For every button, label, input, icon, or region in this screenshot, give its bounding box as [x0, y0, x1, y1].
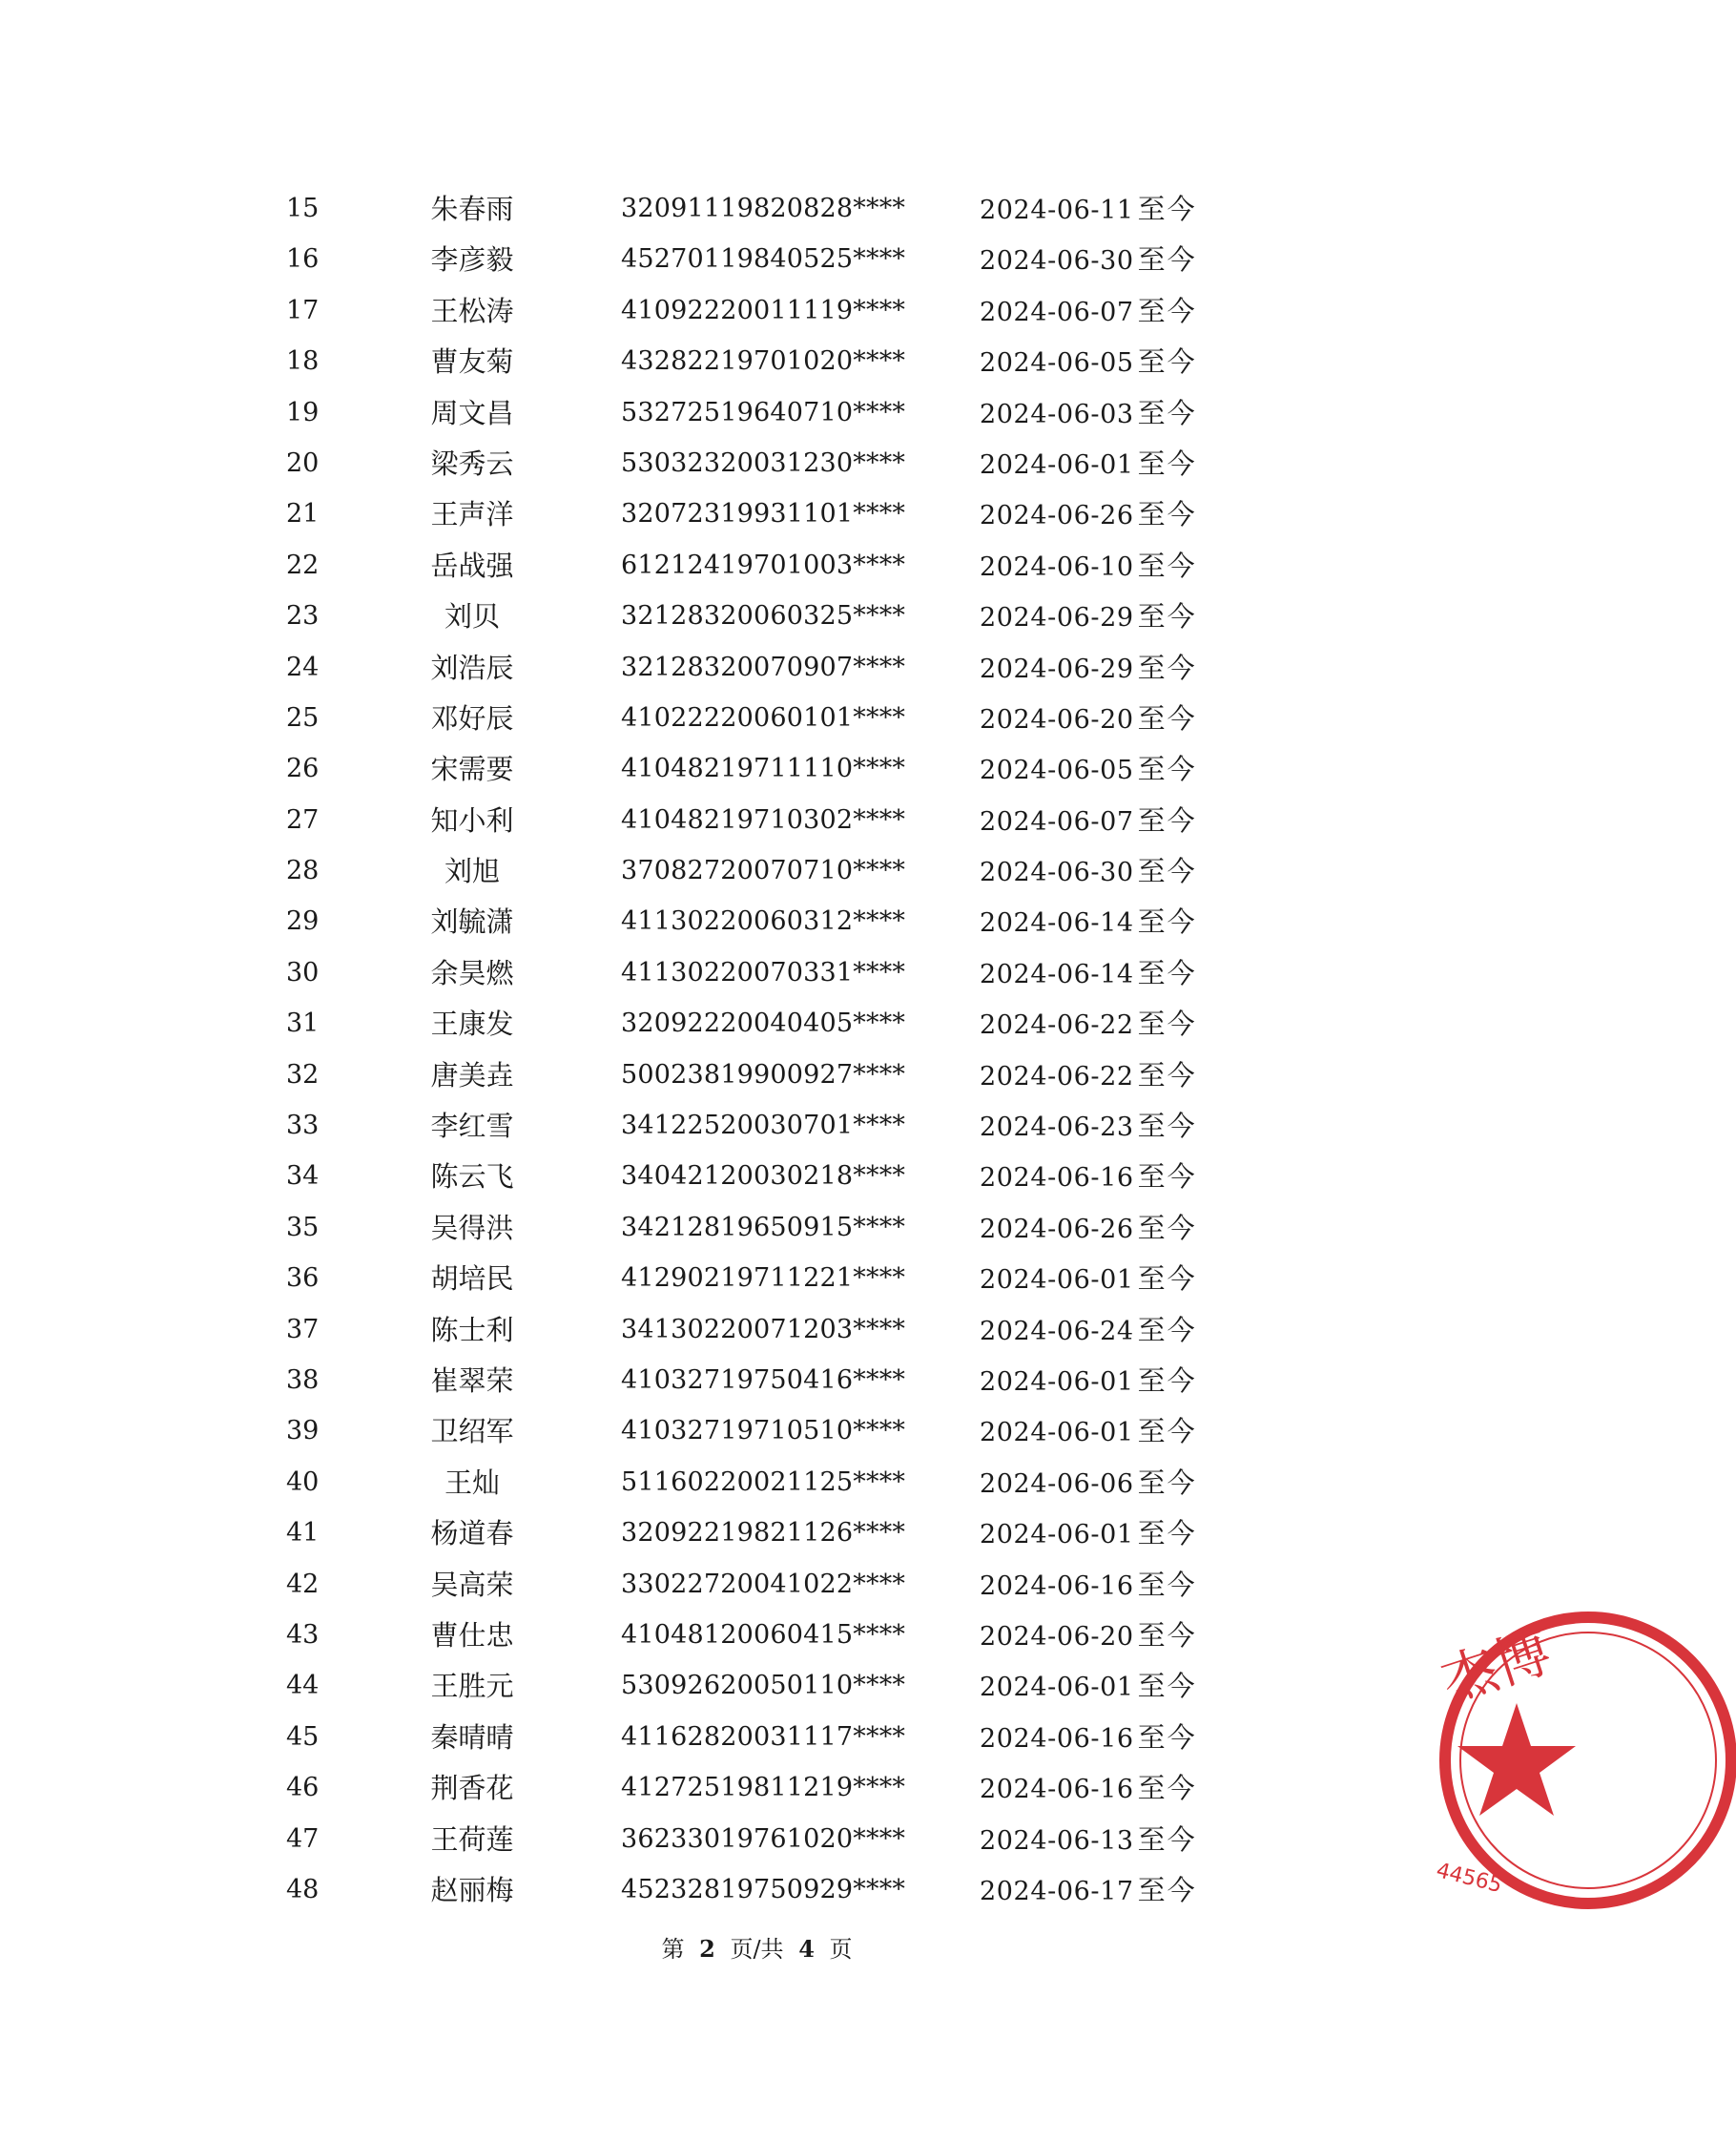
- start-date: 2024-06-29: [980, 603, 1134, 634]
- period-suffix: 至今: [1137, 447, 1197, 480]
- row-number: 20: [286, 447, 320, 478]
- start-date: 2024-06-14: [980, 959, 1134, 989]
- row-number: 42: [286, 1569, 320, 1599]
- employment-period: [980, 749, 1197, 791]
- person-name: 王灿: [444, 1466, 500, 1499]
- employment-period: [980, 1004, 1197, 1046]
- table-row: [0, 1820, 1514, 1870]
- period-suffix: 至今: [1137, 193, 1197, 225]
- table-row: [0, 342, 1514, 392]
- row-number: 47: [286, 1823, 320, 1854]
- start-date: 2024-06-07: [980, 806, 1134, 837]
- start-date: 2024-06-13: [980, 1825, 1134, 1856]
- period-suffix: 至今: [1137, 1670, 1197, 1703]
- id-number: 50023819900927****: [621, 1059, 906, 1090]
- person-name: 王松涛: [430, 294, 514, 327]
- employment-period: [980, 801, 1197, 842]
- row-number: 41: [286, 1518, 320, 1549]
- start-date: 2024-06-30: [980, 246, 1134, 277]
- start-date: 2024-06-26: [980, 501, 1134, 531]
- seal-star-icon: [1457, 1703, 1576, 1816]
- table-row: [0, 596, 1514, 647]
- red-seal-stamp: [1421, 1579, 1736, 1942]
- id-number: 41272519811219****: [621, 1773, 906, 1803]
- employment-period: [980, 1258, 1197, 1300]
- row-number: 29: [286, 906, 320, 937]
- table-row: [0, 749, 1514, 800]
- row-number: 36: [286, 1263, 320, 1294]
- seal-number: 44565: [1434, 1859, 1505, 1899]
- table-row: [0, 1666, 1514, 1716]
- start-date: 2024-06-10: [980, 551, 1134, 582]
- person-name: 宋需要: [430, 753, 514, 786]
- period-suffix: 至今: [1137, 498, 1197, 531]
- row-number: 31: [286, 1009, 320, 1039]
- employment-period: [980, 648, 1197, 690]
- start-date: 2024-06-05: [980, 348, 1134, 379]
- person-name: 曹仕忠: [430, 1618, 514, 1652]
- start-date: 2024-06-03: [980, 399, 1134, 429]
- person-name: 王胜元: [430, 1670, 514, 1703]
- person-name: 荆香花: [430, 1772, 514, 1805]
- person-name: 赵丽梅: [430, 1873, 514, 1906]
- employment-period: [980, 546, 1197, 588]
- id-number: 34042120030218****: [621, 1161, 906, 1192]
- start-date: 2024-06-26: [980, 1214, 1134, 1244]
- period-suffix: 至今: [1137, 803, 1197, 837]
- id-number: 51160220021125****: [621, 1466, 906, 1497]
- id-number: 32092219821126****: [621, 1518, 906, 1549]
- row-number: 43: [286, 1619, 320, 1650]
- start-date: 2024-06-22: [980, 1010, 1134, 1041]
- start-date: 2024-06-23: [980, 1113, 1134, 1143]
- person-name: 秦晴晴: [430, 1720, 514, 1754]
- employment-period: [980, 1565, 1197, 1607]
- id-number: 32092220040405****: [621, 1009, 906, 1039]
- id-number: 36233019761020****: [621, 1823, 906, 1854]
- id-number: 34130220071203****: [621, 1314, 906, 1344]
- table-row: [0, 1208, 1514, 1258]
- total-pages-number: 4: [798, 1935, 815, 1963]
- row-number: 25: [286, 702, 320, 733]
- table-row: [0, 801, 1514, 851]
- person-name: 胡培民: [430, 1262, 514, 1296]
- table-row: [0, 1106, 1514, 1156]
- start-date: 2024-06-05: [980, 756, 1134, 786]
- period-suffix: 至今: [1137, 905, 1197, 939]
- row-number: 27: [286, 804, 320, 835]
- period-suffix: 至今: [1137, 1517, 1197, 1550]
- person-name: 王康发: [430, 1008, 514, 1041]
- period-suffix: 至今: [1137, 651, 1197, 684]
- employment-period: [980, 1717, 1197, 1759]
- table-row: [0, 698, 1514, 749]
- id-number: 53272519640710****: [621, 397, 906, 427]
- employment-period: [980, 444, 1197, 486]
- start-date: 2024-06-20: [980, 1621, 1134, 1652]
- start-date: 2024-06-01: [980, 1265, 1134, 1296]
- table-row: [0, 902, 1514, 952]
- table-row: [0, 1004, 1514, 1054]
- employment-period: [980, 1513, 1197, 1555]
- period-suffix: 至今: [1137, 753, 1197, 786]
- period-suffix: 至今: [1137, 1262, 1197, 1296]
- id-number: 43282219701020****: [621, 346, 906, 377]
- row-number: 17: [286, 295, 320, 325]
- start-date: 2024-06-20: [980, 704, 1134, 735]
- start-date: 2024-06-22: [980, 1061, 1134, 1092]
- person-name: 王声洋: [430, 498, 514, 531]
- id-number: 61212419701003****: [621, 550, 906, 580]
- start-date: 2024-06-16: [980, 1723, 1134, 1754]
- employment-period: [980, 393, 1197, 435]
- id-number: 41032719750416****: [621, 1364, 906, 1395]
- person-name: 梁秀云: [430, 447, 514, 480]
- footer-middle: 页/共: [730, 1936, 784, 1963]
- person-name: 朱春雨: [430, 193, 514, 225]
- employment-period: [980, 494, 1197, 536]
- start-date: 2024-06-01: [980, 1418, 1134, 1448]
- id-number: 41022220060101****: [621, 702, 906, 733]
- employment-period: [980, 1820, 1197, 1861]
- row-number: 46: [286, 1773, 320, 1803]
- table-row: [0, 1156, 1514, 1207]
- person-name: 王荷莲: [430, 1822, 514, 1856]
- person-name: 唐美垚: [430, 1058, 514, 1092]
- start-date: 2024-06-14: [980, 908, 1134, 939]
- period-suffix: 至今: [1137, 1772, 1197, 1805]
- employment-period: [980, 291, 1197, 333]
- table-row: [0, 1361, 1514, 1411]
- period-suffix: 至今: [1137, 600, 1197, 634]
- table-row: [0, 189, 1514, 239]
- start-date: 2024-06-24: [980, 1316, 1134, 1346]
- employment-period: [980, 1310, 1197, 1352]
- table-row: [0, 1055, 1514, 1106]
- period-suffix: 至今: [1137, 1110, 1197, 1143]
- table-row: [0, 1513, 1514, 1564]
- employment-period: [980, 1870, 1197, 1912]
- employment-period: [980, 698, 1197, 740]
- start-date: 2024-06-01: [980, 1366, 1134, 1397]
- employment-period: [980, 1208, 1197, 1250]
- employment-period: [980, 239, 1197, 281]
- start-date: 2024-06-16: [980, 1570, 1134, 1601]
- start-date: 2024-06-07: [980, 297, 1134, 327]
- table-row: [0, 1768, 1514, 1819]
- employment-period: [980, 1106, 1197, 1148]
- period-suffix: 至今: [1137, 1313, 1197, 1346]
- employment-period: [980, 1463, 1197, 1505]
- period-suffix: 至今: [1137, 1363, 1197, 1397]
- id-number: 53032320031230****: [621, 447, 906, 478]
- person-name: 邓好辰: [430, 701, 514, 735]
- start-date: 2024-06-01: [980, 1673, 1134, 1703]
- table-row: [0, 648, 1514, 698]
- row-number: 26: [286, 754, 320, 784]
- row-number: 38: [286, 1364, 320, 1395]
- person-name: 吴得洪: [430, 1211, 514, 1244]
- row-number: 44: [286, 1671, 320, 1701]
- table-row: [0, 953, 1514, 1004]
- id-number: 34122520030701****: [621, 1111, 906, 1141]
- start-date: 2024-06-11: [980, 196, 1134, 225]
- start-date: 2024-06-01: [980, 449, 1134, 480]
- id-number: 45270119840525****: [621, 244, 906, 275]
- id-number: 32072319931101****: [621, 499, 906, 530]
- employment-period: [980, 1156, 1197, 1198]
- footer-prefix: 第: [661, 1936, 685, 1963]
- period-suffix: 至今: [1137, 1211, 1197, 1244]
- personnel-list: [0, 189, 1514, 1921]
- employment-period: [980, 1411, 1197, 1453]
- person-name: 刘毓潇: [430, 905, 514, 939]
- table-row: [0, 444, 1514, 494]
- row-number: 37: [286, 1314, 320, 1344]
- start-date: 2024-06-29: [980, 654, 1134, 684]
- person-name: 李彦毅: [430, 243, 514, 277]
- id-number: 45232819750929****: [621, 1874, 906, 1904]
- table-row: [0, 393, 1514, 444]
- id-number: 41048120060415****: [621, 1619, 906, 1650]
- period-suffix: 至今: [1137, 1058, 1197, 1092]
- person-name: 曹友菊: [430, 345, 514, 379]
- period-suffix: 至今: [1137, 1568, 1197, 1601]
- table-row: [0, 1258, 1514, 1309]
- table-row: [0, 1411, 1514, 1462]
- employment-period: [980, 1768, 1197, 1810]
- row-number: 45: [286, 1721, 320, 1752]
- row-number: 34: [286, 1161, 320, 1192]
- current-page-number: 2: [699, 1935, 715, 1963]
- table-row: [0, 851, 1514, 902]
- period-suffix: 至今: [1137, 701, 1197, 735]
- table-row: [0, 1310, 1514, 1361]
- footer-suffix: 页: [829, 1936, 853, 1963]
- id-number: 41130220060312****: [621, 906, 906, 937]
- id-number: 41032719710510****: [621, 1416, 906, 1446]
- period-suffix: 至今: [1137, 294, 1197, 327]
- row-number: 32: [286, 1059, 320, 1090]
- id-number: 41130220070331****: [621, 957, 906, 988]
- person-name: 李红雪: [430, 1110, 514, 1143]
- person-name: 陈云飞: [430, 1160, 514, 1194]
- period-suffix: 至今: [1137, 345, 1197, 379]
- id-number: 41048219710302****: [621, 804, 906, 835]
- employment-period: [980, 1055, 1197, 1097]
- start-date: 2024-06-17: [980, 1876, 1134, 1906]
- employment-period: [980, 1615, 1197, 1657]
- row-number: 19: [286, 397, 320, 427]
- start-date: 2024-06-30: [980, 858, 1134, 888]
- period-suffix: 至今: [1137, 549, 1197, 582]
- person-name: 卫绍军: [430, 1415, 514, 1448]
- row-number: 24: [286, 652, 320, 682]
- period-suffix: 至今: [1137, 396, 1197, 429]
- person-name: 周文昌: [430, 396, 514, 429]
- table-row: [0, 291, 1514, 342]
- person-name: 知小利: [430, 803, 514, 837]
- row-number: 21: [286, 499, 320, 530]
- row-number: 15: [286, 194, 320, 223]
- period-suffix: 至今: [1137, 1415, 1197, 1448]
- id-number: 33022720041022****: [621, 1569, 906, 1599]
- row-number: 18: [286, 346, 320, 377]
- start-date: 2024-06-16: [980, 1163, 1134, 1194]
- seal-text: 杰博: [1433, 1618, 1560, 1716]
- employment-period: [980, 1361, 1197, 1403]
- person-name: 陈士利: [430, 1313, 514, 1346]
- id-number: 41290219711221****: [621, 1263, 906, 1294]
- employment-period: [980, 189, 1197, 231]
- person-name: 刘浩辰: [430, 651, 514, 684]
- row-number: 23: [286, 601, 320, 632]
- period-suffix: 至今: [1137, 1618, 1197, 1652]
- person-name: 刘旭: [444, 855, 500, 888]
- employment-period: [980, 342, 1197, 384]
- person-name: 杨道春: [430, 1517, 514, 1550]
- start-date: 2024-06-01: [980, 1520, 1134, 1550]
- row-number: 30: [286, 957, 320, 988]
- id-number: 32128320060325****: [621, 601, 906, 632]
- person-name: 吴高荣: [430, 1568, 514, 1601]
- table-row: [0, 494, 1514, 545]
- id-number: 41048219711110****: [621, 754, 906, 784]
- start-date: 2024-06-16: [980, 1775, 1134, 1805]
- period-suffix: 至今: [1137, 1720, 1197, 1754]
- person-name: 崔翠荣: [430, 1363, 514, 1397]
- start-date: 2024-06-06: [980, 1468, 1134, 1499]
- id-number: 34212819650915****: [621, 1212, 906, 1242]
- id-number: 37082720070710****: [621, 856, 906, 886]
- table-row: [0, 1870, 1514, 1921]
- table-row: [0, 1717, 1514, 1768]
- page-footer: [0, 1930, 1514, 1964]
- period-suffix: 至今: [1137, 956, 1197, 989]
- period-suffix: 至今: [1137, 243, 1197, 277]
- table-row: [0, 1463, 1514, 1513]
- person-name: 岳战强: [430, 549, 514, 582]
- id-number: 41162820031117****: [621, 1721, 906, 1752]
- period-suffix: 至今: [1137, 1160, 1197, 1194]
- employment-period: [980, 902, 1197, 944]
- row-number: 33: [286, 1111, 320, 1141]
- id-number: 32091119820828****: [621, 194, 906, 223]
- employment-period: [980, 851, 1197, 893]
- employment-period: [980, 596, 1197, 638]
- row-number: 35: [286, 1212, 320, 1242]
- period-suffix: 至今: [1137, 1873, 1197, 1906]
- id-number: 53092620050110****: [621, 1671, 906, 1701]
- period-suffix: 至今: [1137, 1008, 1197, 1041]
- row-number: 16: [286, 244, 320, 275]
- table-row: [0, 1615, 1514, 1666]
- row-number: 48: [286, 1874, 320, 1904]
- period-suffix: 至今: [1137, 855, 1197, 888]
- employment-period: [980, 1666, 1197, 1708]
- row-number: 40: [286, 1466, 320, 1497]
- table-row: [0, 239, 1514, 290]
- row-number: 22: [286, 550, 320, 580]
- person-name: 余昊燃: [430, 956, 514, 989]
- table-row: [0, 1565, 1514, 1615]
- person-name: 刘贝: [444, 600, 500, 634]
- table-row: [0, 546, 1514, 596]
- row-number: 39: [286, 1416, 320, 1446]
- row-number: 28: [286, 856, 320, 886]
- id-number: 41092220011119****: [621, 295, 906, 325]
- id-number: 32128320070907****: [621, 652, 906, 682]
- employment-period: [980, 953, 1197, 995]
- period-suffix: 至今: [1137, 1466, 1197, 1499]
- period-suffix: 至今: [1137, 1822, 1197, 1856]
